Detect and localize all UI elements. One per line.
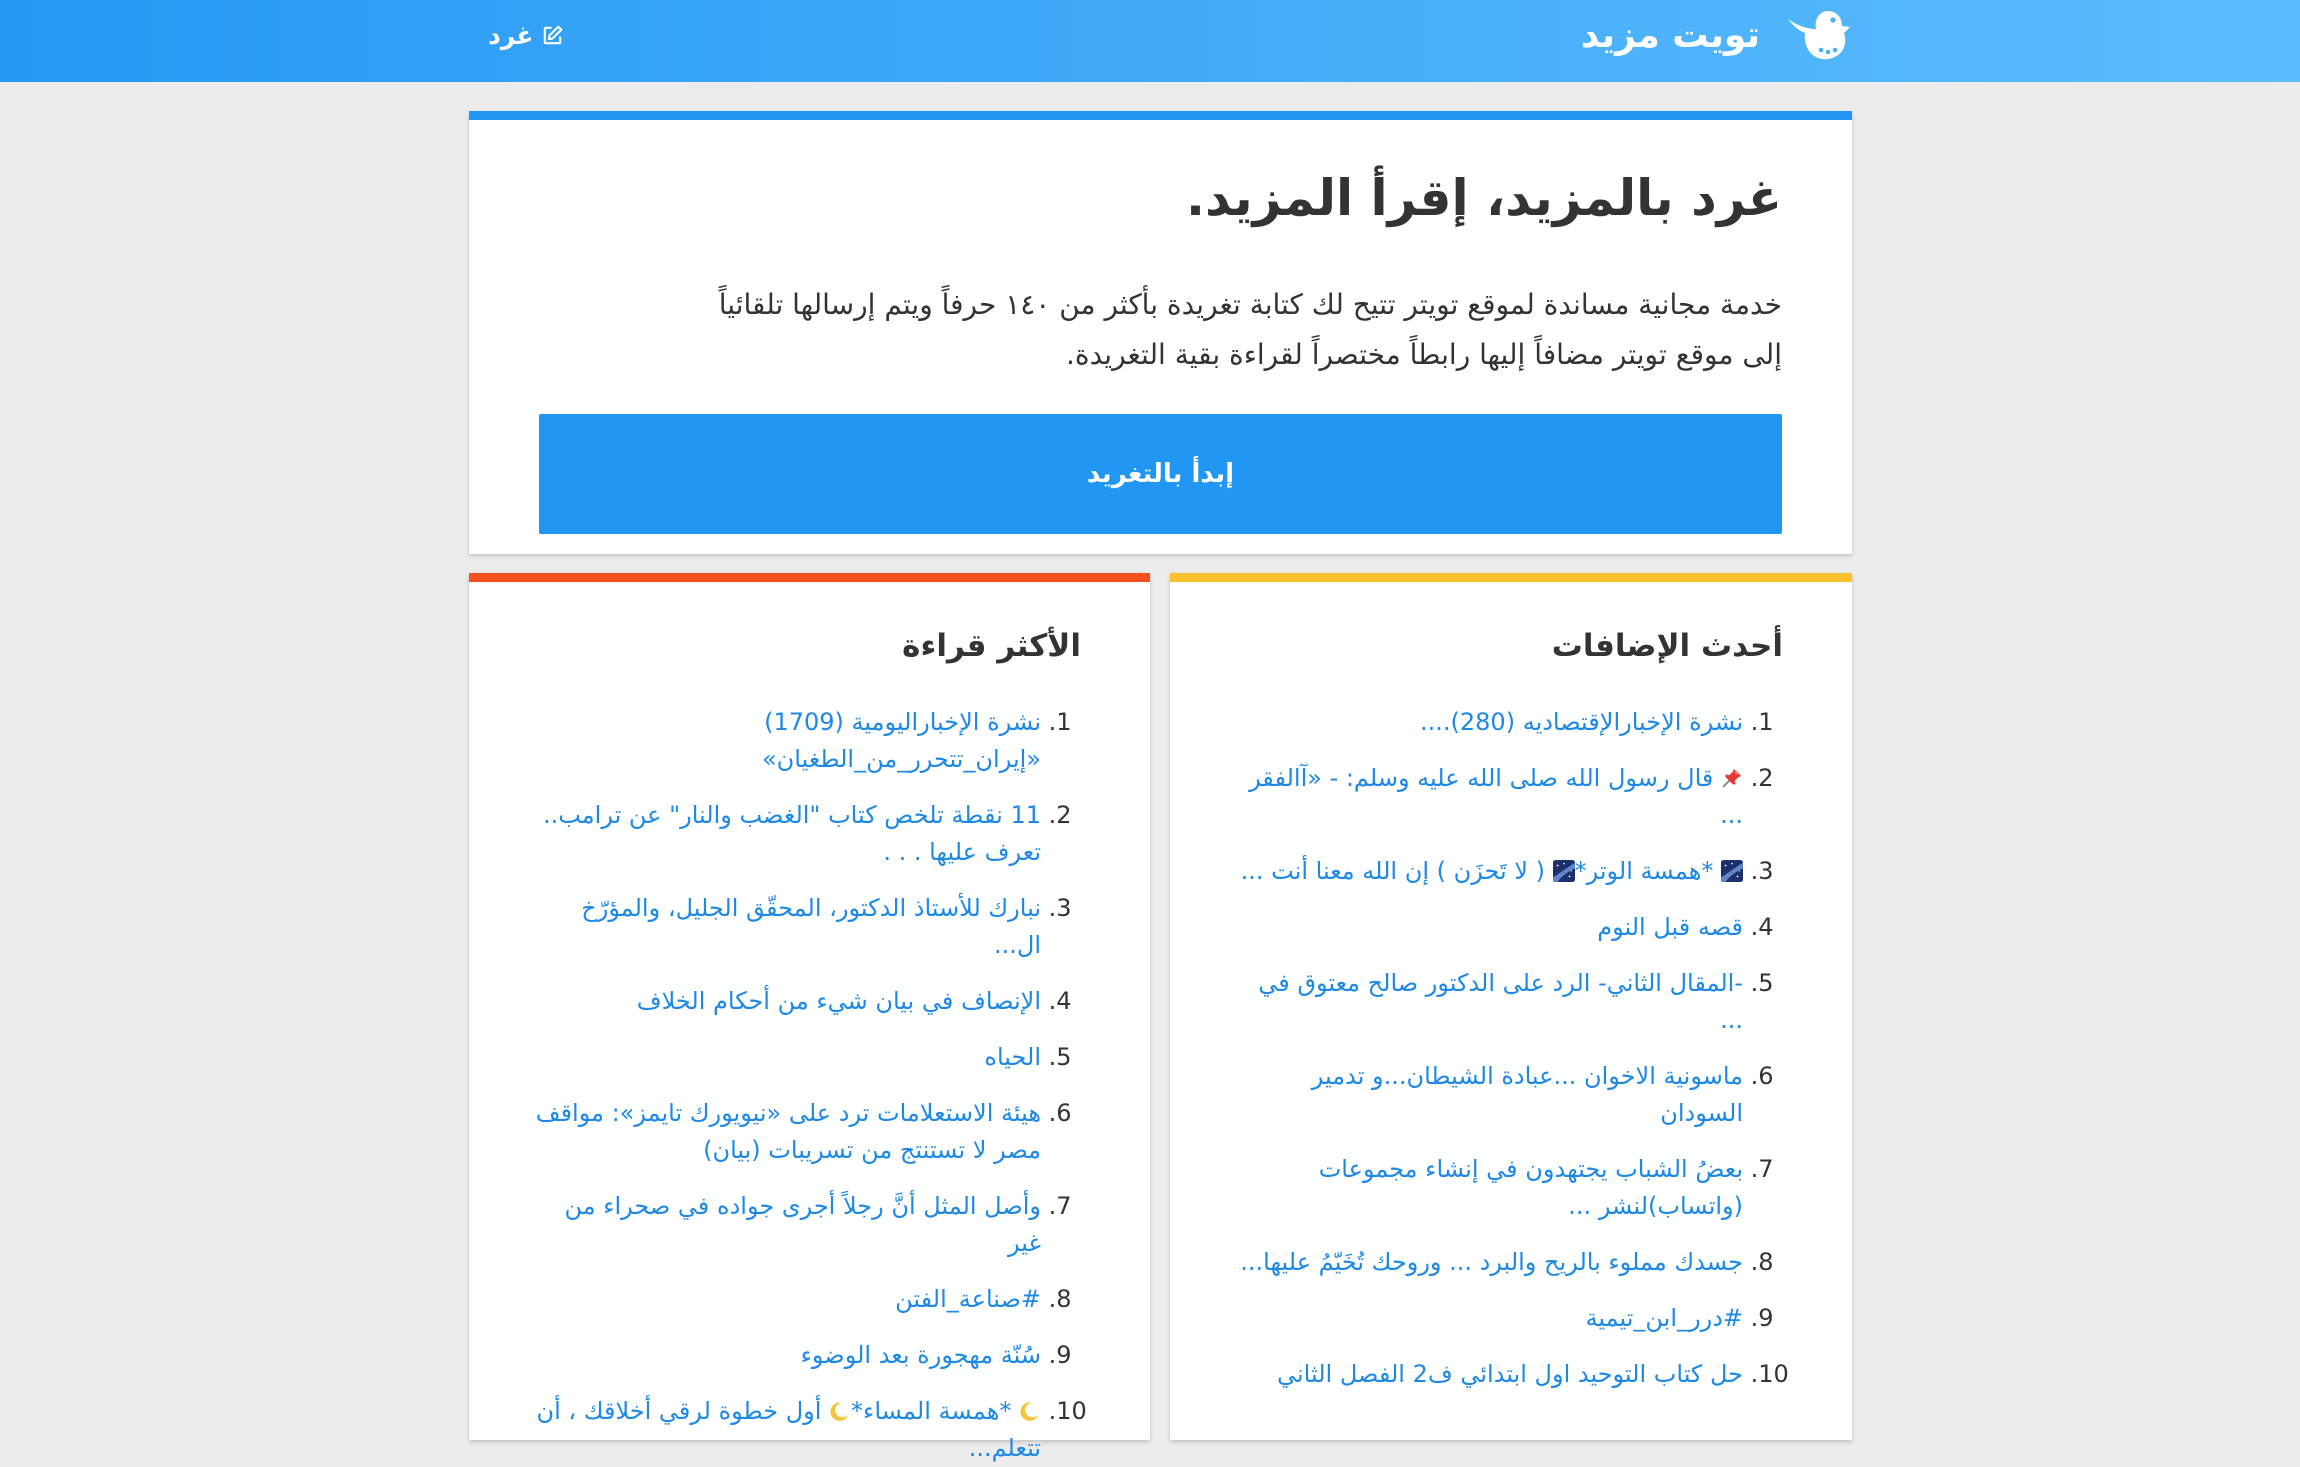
list-item [1232,965,1743,1039]
list-item [531,890,1041,964]
most-read-section-title: الأكثر قراءة [902,628,1081,664]
pushpin-icon [1721,767,1743,789]
post-link[interactable]: سُنّة مهجورة بعد الوضوء [800,1341,1041,1369]
top-navbar [0,0,2300,82]
most-read-list [531,704,1081,1467]
milky-way-icon [1721,860,1743,882]
post-link[interactable]: قصه قبل النوم [1597,913,1743,941]
hero-card [469,111,1852,554]
post-link[interactable]: وأصل المثل أنَّ رجلاً أجرى جواده في صحراء من غير [564,1192,1041,1257]
most-read-card [469,573,1150,1462]
post-title-part: *همسة الوتر* [1574,857,1714,885]
post-link[interactable]: نشرة الإخبارالإقتصاديه (280).... [1420,708,1743,736]
milky-way-icon [1553,860,1575,882]
post-link[interactable] [1249,764,1743,829]
hero-description-line: إلى موقع تويتر مضافاً إليها رابطاً مختصراً لقراءة بقية التغريدة. [1066,338,1782,371]
list-item [531,983,1041,1020]
post-link[interactable]: #صناعة_الفتن [895,1285,1041,1313]
brand-home-link[interactable] [1581,0,1852,70]
crescent-moon-icon [1019,1400,1041,1422]
post-title-part: *همسة المساء* [851,1397,1012,1425]
bird-logo-icon [1782,5,1852,65]
compose-tweet-link[interactable] [488,0,564,70]
list-item [1232,704,1743,741]
post-link[interactable]: حل كتاب التوحيد اول ابتدائي ف2 الفصل الثاني [1276,1360,1743,1388]
latest-list [1232,704,1783,1393]
brand-title: تويت مزيد [1580,14,1760,56]
latest-additions-card [1170,573,1852,1440]
post-link[interactable]: الحياه [984,1043,1041,1071]
post-link[interactable] [536,1397,1041,1462]
post-link[interactable]: الإنصاف في بيان شيء من أحكام الخلاف [636,987,1041,1015]
list-item [531,797,1041,871]
list-item [1232,1244,1743,1281]
post-link[interactable]: 11 نقطة تلخص كتاب "الغضب والنار" عن ترامب.. تعرف عليها . . . [542,801,1041,866]
post-title: أول خطوة لرقي أخلاقك ، أن تتعلم... [536,1397,1041,1462]
hero-description-line: خدمة مجانية مساندة لموقع تويتر تتيح لك كتابة تغريدة بأكثر من ١٤٠ حرفاً ويتم إرسالها تلقائياً [718,288,1782,321]
post-link[interactable]: نبارك للأستاذ الدكتور، المحقّق الجليل، والمؤرّخ ال... [581,894,1041,959]
list-item [1232,1356,1743,1393]
post-link[interactable]: ماسونية الاخوان ...عبادة الشيطان...و تدمير السودان [1311,1062,1743,1127]
list-item [531,1393,1041,1467]
list-item [1232,1151,1743,1225]
post-link[interactable]: هيئة الاستعلامات ترد على «نيويورك تايمز»: مواقف مصر لا تستنتج من تسريبات (بيان) [535,1099,1041,1164]
list-item [531,704,1041,778]
post-title: قال رسول الله صلى الله عليه وسلم: - «آالفقر ... [1249,764,1743,829]
post-link[interactable] [1241,857,1743,885]
post-title: ( لا تَحزَن ) إن الله معنا أنت ... [1240,857,1545,885]
list-item [1232,760,1743,834]
list-item [1232,1300,1743,1337]
compose-tweet-label: غرد [488,20,534,50]
hero-title: غرد بالمزيد، إقرأ المزيد. [1185,169,1782,227]
edit-icon [541,24,564,47]
post-link[interactable]: نشرة الإخباراليومية (1709) «إيران_تتحرر_من_الطغيان» [761,708,1041,773]
list-item [1232,1058,1743,1132]
list-item [1232,909,1743,946]
start-tweeting-button[interactable]: إبدأ بالتغريد [539,414,1782,534]
post-link[interactable]: بعضُ الشباب يجتهدون في إنشاء مجموعات (واتساب)لنشر ... [1318,1155,1743,1220]
post-link[interactable]: #درر_ابن_تيمية [1585,1304,1743,1332]
post-link[interactable]: جسدك مملوء بالريح والبرد ... وروحك تُخَيّمُ عليها... [1240,1248,1743,1276]
hero-description [539,280,1782,380]
list-item [531,1337,1041,1374]
list-item [531,1281,1041,1318]
latest-section-title: أحدث الإضافات [1551,628,1783,664]
list-item [1232,853,1743,890]
post-link[interactable]: -المقال الثاني- الرد على الدكتور صالح معتوق في ... [1258,969,1743,1034]
list-item [531,1188,1041,1262]
crescent-moon-icon [829,1400,851,1422]
list-item [531,1095,1041,1169]
list-item [531,1039,1041,1076]
